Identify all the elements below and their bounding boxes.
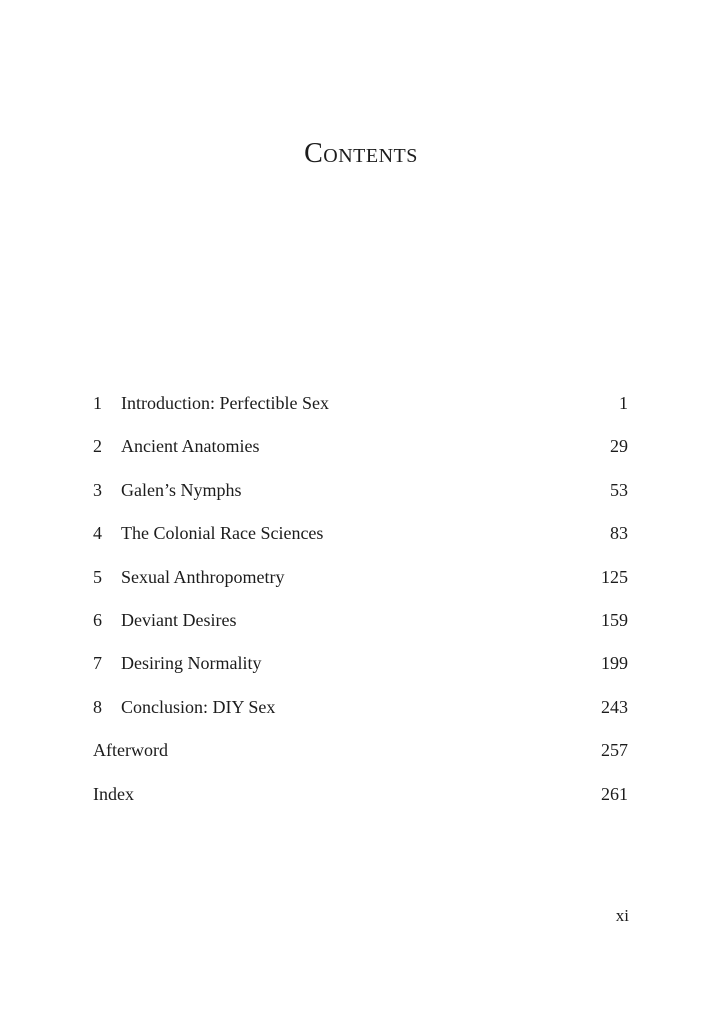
chapter-number: 2 [93,436,102,457]
page-number: 29 [610,436,628,457]
page-number: 53 [610,479,628,500]
chapter-title: Conclusion: DIY Sex [121,696,276,717]
page-number: 243 [601,696,628,717]
page-number: 199 [601,653,628,674]
toc-entry-index[interactable] [93,780,628,823]
section-title: Index [93,783,134,804]
chapter-number: 7 [93,653,102,674]
page-number: 257 [601,740,628,761]
toc-entry-chapter-2[interactable] [93,432,628,475]
chapter-title: Introduction: Perfectible Sex [121,393,329,413]
toc-entry-chapter-6[interactable] [93,606,628,649]
chapter-title: The Colonial Race Sciences [121,523,324,544]
toc-entry-chapter-3[interactable] [93,476,628,519]
page-number: 125 [601,566,628,587]
page-number: 1 [619,393,628,413]
toc-entry-afterword[interactable] [93,736,628,779]
page-title: Contents [304,138,418,169]
toc-entry-chapter-5[interactable] [93,563,628,606]
chapter-title: Desiring Normality [121,653,262,674]
toc-entry-chapter-8[interactable] [93,693,628,736]
toc-entry-chapter-1[interactable] [93,389,628,432]
chapter-title: Deviant Desires [121,609,237,630]
chapter-number: 1 [93,393,102,413]
toc-entry-chapter-4[interactable] [93,519,628,562]
chapter-title: Ancient Anatomies [121,436,260,457]
chapter-number: 3 [93,479,102,500]
chapter-title: Sexual Anthropometry [121,566,285,587]
table-of-contents [93,389,628,823]
chapter-number: 5 [93,566,102,587]
chapter-number: 4 [93,523,102,544]
section-title: Afterword [93,740,168,761]
chapter-number: 8 [93,696,102,717]
page-number: 159 [601,609,628,630]
page-number: 83 [610,523,628,544]
page-number: 261 [601,783,628,804]
page-folio: xi [615,906,629,925]
toc-entry-chapter-7[interactable] [93,649,628,692]
chapter-number: 6 [93,609,102,630]
chapter-title: Galen’s Nymphs [121,479,242,500]
